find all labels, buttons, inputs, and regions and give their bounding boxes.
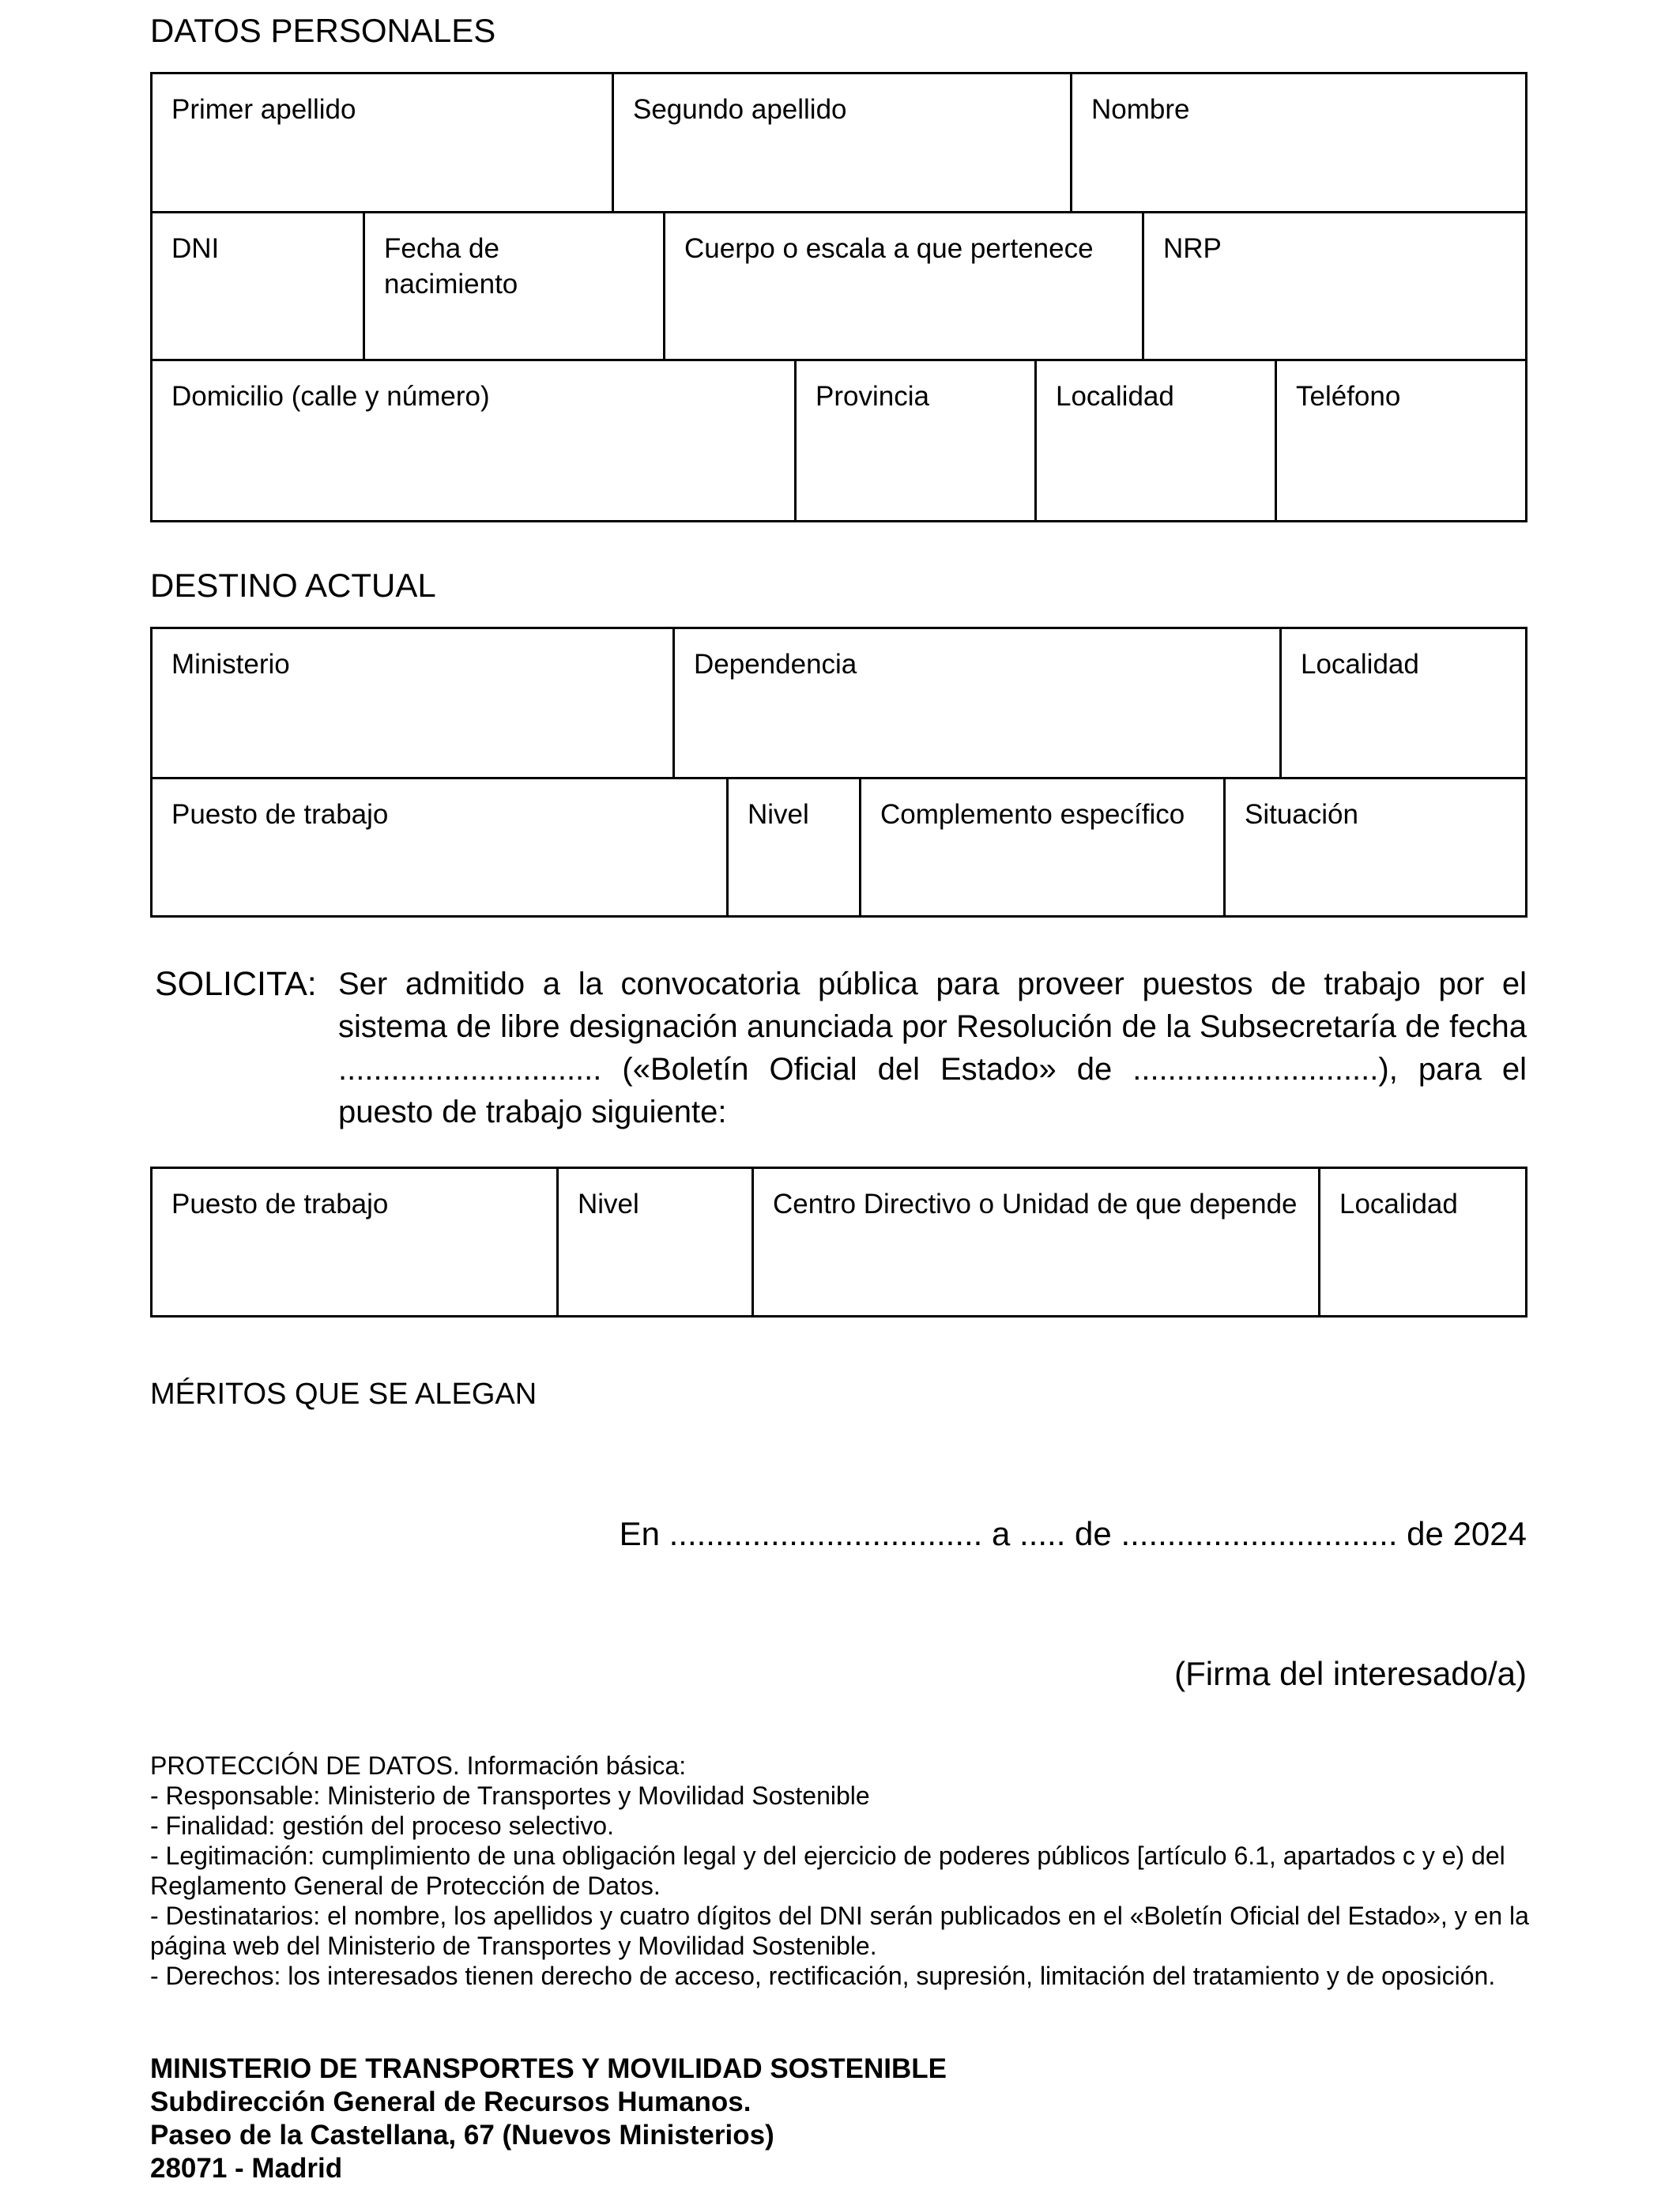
solicita-label: SOLICITA:: [155, 965, 317, 1003]
field-label: Localidad: [1301, 649, 1419, 680]
field-puesto-trabajo-actual[interactable]: [153, 777, 726, 915]
privacy-line: - Finalidad: gestión del proceso selectivo.: [150, 1811, 614, 1840]
field-label: Puesto de trabajo: [171, 799, 389, 830]
field-label: Teléfono: [1296, 381, 1401, 412]
ministry-name: MINISTERIO DE TRANSPORTES Y MOVILIDAD SOSTENIBLE: [150, 2053, 947, 2084]
department-name: Subdirección General de Recursos Humanos.: [150, 2087, 751, 2117]
field-label: DNI: [171, 233, 220, 264]
field-label: Ministerio: [171, 649, 290, 680]
privacy-line: - Destinatarios: el nombre, los apellidos y cuatro dígitos del DNI serán publicados en el «Boletín Oficial del Estado», y en la página web del Ministerio de Transportes y Movilidad Sostenible.: [150, 1902, 1529, 1960]
field-centro-directivo[interactable]: [751, 1169, 1318, 1315]
field-label: Nivel: [748, 799, 809, 830]
field-domicilio[interactable]: [153, 359, 794, 520]
field-nivel-solicitado[interactable]: [556, 1169, 751, 1315]
field-label: Puesto de trabajo: [171, 1189, 389, 1220]
field-label: Localidad: [1056, 381, 1174, 412]
postal-city: 28071 - Madrid: [150, 2153, 343, 2184]
field-fecha-nacimiento[interactable]: [363, 211, 663, 359]
field-puesto-solicitado[interactable]: [153, 1169, 556, 1315]
field-label: NRP: [1163, 233, 1222, 264]
field-label: Situación: [1245, 799, 1358, 830]
field-complemento-especifico[interactable]: [859, 777, 1223, 915]
field-label: Cuerpo o escala a que pertenece: [684, 233, 1094, 264]
field-cuerpo-escala[interactable]: [663, 211, 1142, 359]
section-title-meritos: MÉRITOS QUE SE ALEGAN: [150, 1378, 537, 1411]
field-segundo-apellido[interactable]: [612, 74, 1070, 211]
field-label: Provincia: [816, 381, 929, 412]
field-label: Nivel: [578, 1189, 639, 1220]
privacy-line: - Derechos: los interesados tienen derecho de acceso, rectificación, supresión, limitación del tratamiento y de oposición.: [150, 1962, 1496, 1990]
current-post-table: [150, 627, 1527, 918]
field-localidad[interactable]: [1034, 359, 1275, 520]
privacy-line: - Legitimación: cumplimiento de una obligación legal y del ejercicio de poderes públicos [artículo 6.1, apartados c y e) del Reglamento General de Protección de Datos.: [150, 1842, 1505, 1900]
field-localidad-solicitada[interactable]: [1318, 1169, 1525, 1315]
solicita-text: Ser admitido a la convocatoria pública para proveer puestos de trabajo por el sistema de libre designación anunciada por Resolución de la Subsecretaría de fecha .............................. («Boletín Oficial del Estado» de ............................), para el puesto de trabajo siguiente:: [338, 967, 1527, 1129]
privacy-heading: PROTECCIÓN DE DATOS. Información básica:: [150, 1751, 687, 1780]
date-line: En .................................. a ..... de .............................. de 2024: [619, 1515, 1527, 1552]
data-protection-notice: [150, 1751, 1533, 1991]
field-situacion[interactable]: [1223, 777, 1525, 915]
section-title-datos-personales: DATOS PERSONALES: [150, 12, 496, 49]
field-label: Dependencia: [694, 649, 857, 680]
field-nivel-actual[interactable]: [726, 777, 859, 915]
personal-data-table: [150, 72, 1527, 522]
field-label: Localidad: [1339, 1189, 1458, 1220]
field-primer-apellido[interactable]: [153, 74, 612, 211]
field-nombre[interactable]: [1070, 74, 1525, 211]
field-ministerio[interactable]: [153, 629, 672, 777]
field-label: Fecha de nacimiento: [384, 233, 518, 300]
field-provincia[interactable]: [794, 359, 1034, 520]
requested-post-table: [150, 1167, 1527, 1318]
field-label: Complemento específico: [880, 799, 1185, 830]
field-label: Centro Directivo o Unidad de que depende: [773, 1189, 1298, 1220]
ministry-address: [150, 2053, 1335, 2185]
field-dependencia[interactable]: [672, 629, 1279, 777]
street-address: Paseo de la Castellana, 67 (Nuevos Ministerios): [150, 2120, 774, 2151]
field-label: Nombre: [1091, 94, 1190, 125]
field-label: Segundo apellido: [633, 94, 847, 125]
signature-label: (Firma del interesado/a): [1174, 1655, 1527, 1692]
privacy-line: - Responsable: Ministerio de Transportes y Movilidad Sostenible: [150, 1781, 870, 1810]
field-label: Domicilio (calle y número): [171, 381, 490, 412]
field-nrp[interactable]: [1142, 211, 1525, 359]
section-title-destino-actual: DESTINO ACTUAL: [150, 567, 436, 604]
field-label: Primer apellido: [171, 94, 356, 125]
field-telefono[interactable]: [1275, 359, 1525, 520]
field-dni[interactable]: [153, 211, 363, 359]
field-localidad-destino[interactable]: [1279, 629, 1525, 777]
